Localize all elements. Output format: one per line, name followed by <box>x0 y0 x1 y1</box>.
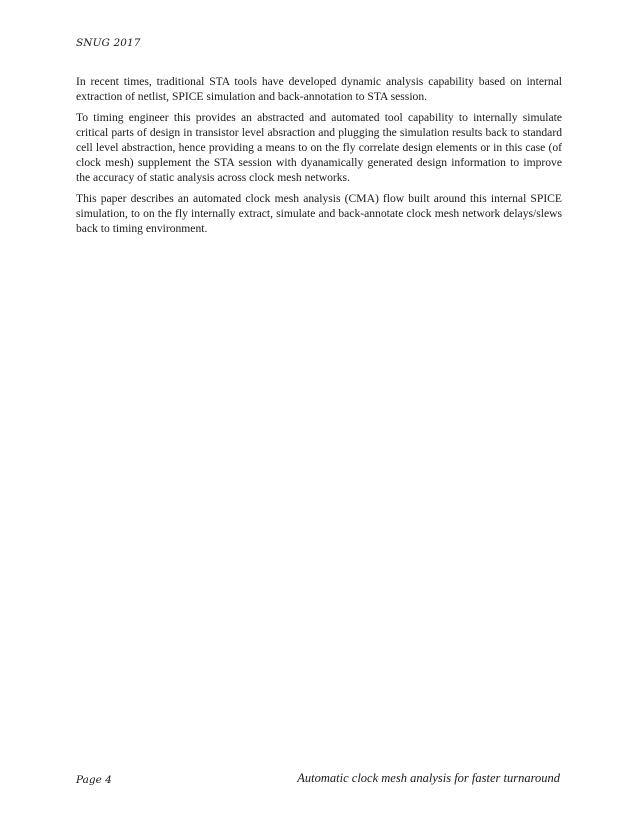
paragraph-paper-description: This paper describes an automated clock mesh analysis (CMA) flow built around this internal SPICE simulation, to on the fly internally extract, simulate and back-annotate clock mesh network delays/slews back to timing environment. <box>76 192 562 235</box>
page-number: Page 4 <box>76 774 112 786</box>
paragraph-intro: In recent times, traditional STA tools have developed dynamic analysis capability based on internal extraction of netlist, SPICE simulation and back-annotation to STA session. <box>76 75 562 103</box>
body-text <box>76 74 562 242</box>
running-footer-title: Automatic clock mesh analysis for faster turnaround <box>297 771 560 785</box>
running-header: SNUG 2017 <box>76 37 141 49</box>
paragraph-timing-engineer: To timing engineer this provides an abstracted and automated tool capability to internally simulate critical parts of design in transistor level absraction and plugging the simulation results back to standard cell level abstraction, hence providing a means to on the fly correlate design elements or in this case (of clock mesh) supplement the STA session with dyanamically generated design information to improve the accuracy of static analysis across clock mesh networks. <box>76 111 562 184</box>
